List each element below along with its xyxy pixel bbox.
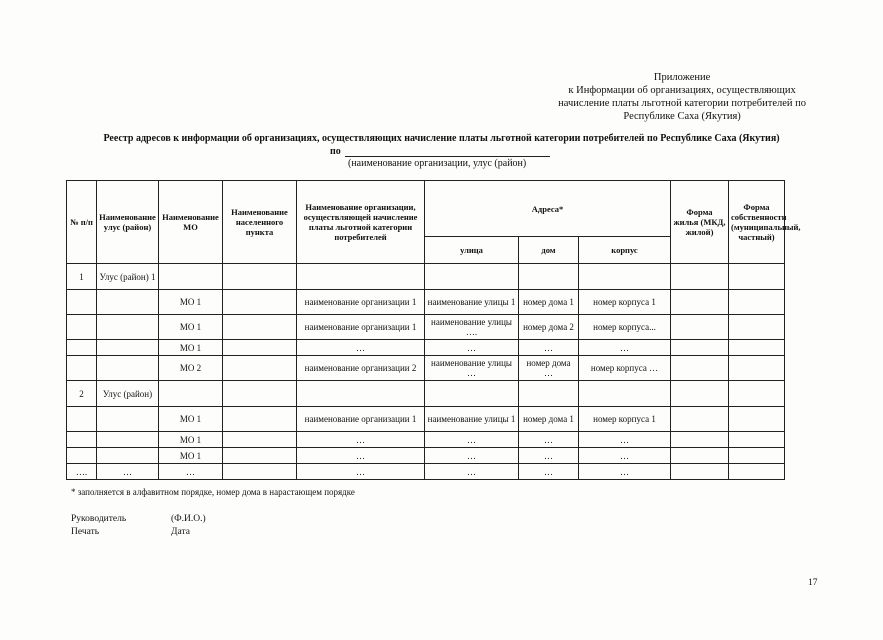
table-row <box>67 432 785 448</box>
cell-num <box>67 290 97 315</box>
cell-building <box>579 381 671 407</box>
cell-house <box>519 264 579 290</box>
cell-street: наименование улицы … <box>425 356 519 381</box>
appendix-header <box>558 71 806 123</box>
header-ulus: Наименование улус (район) <box>97 181 159 264</box>
footnote: * заполняется в алфавитном порядке, номер дома в нарастающем порядке <box>71 487 355 497</box>
table-row <box>67 381 785 407</box>
cell-ownership <box>729 356 785 381</box>
head-label: Руководитель <box>71 514 127 524</box>
cell-street: … <box>425 464 519 480</box>
table-row <box>67 407 785 432</box>
cell-org <box>297 264 425 290</box>
cell-house: … <box>519 464 579 480</box>
cell-house <box>519 381 579 407</box>
head-name-field: (Ф.И.О.) <box>171 514 206 524</box>
cell-num <box>67 448 97 464</box>
cell-settlement <box>223 407 297 432</box>
cell-num <box>67 432 97 448</box>
cell-mo <box>159 381 223 407</box>
cell-street: … <box>425 340 519 356</box>
cell-ownership <box>729 407 785 432</box>
cell-settlement <box>223 381 297 407</box>
cell-street: наименование улицы 1 <box>425 290 519 315</box>
header-settlement: Наименование населенного пункта <box>223 181 297 264</box>
cell-settlement <box>223 464 297 480</box>
cell-mo: МО 1 <box>159 340 223 356</box>
cell-num <box>67 340 97 356</box>
table-row <box>67 356 785 381</box>
cell-housing <box>671 290 729 315</box>
cell-housing <box>671 381 729 407</box>
cell-housing <box>671 464 729 480</box>
cell-house: … <box>519 340 579 356</box>
cell-mo: МО 2 <box>159 356 223 381</box>
cell-org: … <box>297 340 425 356</box>
table-row <box>67 464 785 480</box>
cell-org: … <box>297 432 425 448</box>
table-body <box>67 264 785 480</box>
cell-settlement <box>223 432 297 448</box>
cell-street <box>425 264 519 290</box>
cell-settlement <box>223 264 297 290</box>
cell-house: номер дома 2 <box>519 315 579 340</box>
cell-ownership <box>729 315 785 340</box>
header-building: корпус <box>579 237 671 264</box>
cell-house: … <box>519 448 579 464</box>
cell-building: номер корпуса 1 <box>579 290 671 315</box>
cell-building: … <box>579 448 671 464</box>
cell-num: 2 <box>67 381 97 407</box>
cell-settlement <box>223 340 297 356</box>
header-housing-form: Форма жилья (МКД, жилой) <box>671 181 729 264</box>
cell-org <box>297 381 425 407</box>
table-row <box>67 290 785 315</box>
header-num: № п/п <box>67 181 97 264</box>
cell-mo: МО 1 <box>159 407 223 432</box>
cell-street: … <box>425 432 519 448</box>
appendix-line: к Информации об организациях, осуществляющих <box>568 85 796 96</box>
cell-num: 1 <box>67 264 97 290</box>
cell-ownership <box>729 464 785 480</box>
cell-housing <box>671 407 729 432</box>
cell-mo: … <box>159 464 223 480</box>
cell-mo <box>159 264 223 290</box>
cell-settlement <box>223 290 297 315</box>
cell-org: наименование организации 2 <box>297 356 425 381</box>
cell-org: наименование организации 1 <box>297 290 425 315</box>
cell-street <box>425 381 519 407</box>
cell-building: … <box>579 464 671 480</box>
header-organization: Наименование организации, осуществляющей начисление платы льготной категории потребителей <box>297 181 425 264</box>
document-title: Реестр адресов к информации об организациях, осуществляющих начисление платы льготной категории потребителей по Республике Саха (Якутия) <box>103 133 780 144</box>
cell-ulus <box>97 290 159 315</box>
cell-street: наименование улицы …. <box>425 315 519 340</box>
table-row <box>67 315 785 340</box>
cell-street: наименование улицы 1 <box>425 407 519 432</box>
page-number: 17 <box>808 578 818 588</box>
cell-building: номер корпуса... <box>579 315 671 340</box>
cell-street: … <box>425 448 519 464</box>
cell-ulus <box>97 315 159 340</box>
table-row <box>67 340 785 356</box>
cell-housing <box>671 315 729 340</box>
cell-ownership <box>729 290 785 315</box>
cell-ownership <box>729 381 785 407</box>
appendix-line: Приложение <box>653 72 711 83</box>
organization-blank-line <box>345 147 550 157</box>
cell-ulus: … <box>97 464 159 480</box>
header-house: дом <box>519 237 579 264</box>
cell-settlement <box>223 448 297 464</box>
table-row <box>67 264 785 290</box>
cell-housing <box>671 356 729 381</box>
cell-housing <box>671 264 729 290</box>
cell-ulus <box>97 432 159 448</box>
cell-housing <box>671 340 729 356</box>
cell-num <box>67 356 97 381</box>
cell-ownership <box>729 432 785 448</box>
cell-housing <box>671 432 729 448</box>
appendix-line: Республике Саха (Якутия) <box>623 111 741 122</box>
organization-line <box>330 146 550 157</box>
cell-building <box>579 264 671 290</box>
cell-building: номер корпуса 1 <box>579 407 671 432</box>
cell-ulus <box>97 448 159 464</box>
cell-building: номер корпуса … <box>579 356 671 381</box>
cell-building: … <box>579 432 671 448</box>
header-ownership-form: Форма собственности (муниципальный, частный) <box>729 181 785 264</box>
cell-building: … <box>579 340 671 356</box>
cell-settlement <box>223 315 297 340</box>
cell-ulus: Улус (район) <box>97 381 159 407</box>
cell-ownership <box>729 264 785 290</box>
cell-num <box>67 315 97 340</box>
cell-settlement <box>223 356 297 381</box>
cell-house: номер дома … <box>519 356 579 381</box>
cell-ulus: Улус (район) 1 <box>97 264 159 290</box>
cell-num <box>67 407 97 432</box>
cell-house: номер дома 1 <box>519 407 579 432</box>
cell-ownership <box>729 340 785 356</box>
cell-mo: МО 1 <box>159 290 223 315</box>
cell-mo: МО 1 <box>159 432 223 448</box>
header-mo: Наименование МО <box>159 181 223 264</box>
cell-mo: МО 1 <box>159 315 223 340</box>
cell-ownership <box>729 448 785 464</box>
po-label: по <box>330 146 341 157</box>
organization-caption: (наименование организации, улус (район) <box>348 158 527 169</box>
cell-org: … <box>297 464 425 480</box>
cell-num: …. <box>67 464 97 480</box>
cell-ulus <box>97 407 159 432</box>
appendix-line: начисление платы льготной категории потребителей по <box>558 98 806 109</box>
cell-ulus <box>97 340 159 356</box>
cell-house: номер дома 1 <box>519 290 579 315</box>
cell-ulus <box>97 356 159 381</box>
date-field: Дата <box>171 527 190 537</box>
cell-mo: МО 1 <box>159 448 223 464</box>
table-row <box>67 448 785 464</box>
cell-org: наименование организации 1 <box>297 315 425 340</box>
cell-house: … <box>519 432 579 448</box>
cell-housing <box>671 448 729 464</box>
stamp-label: Печать <box>71 527 100 537</box>
signature-block <box>71 513 206 539</box>
address-registry-table <box>66 180 801 480</box>
cell-org: наименование организации 1 <box>297 407 425 432</box>
header-street: улица <box>425 237 519 264</box>
cell-org: … <box>297 448 425 464</box>
header-address: Адреса* <box>425 181 671 237</box>
